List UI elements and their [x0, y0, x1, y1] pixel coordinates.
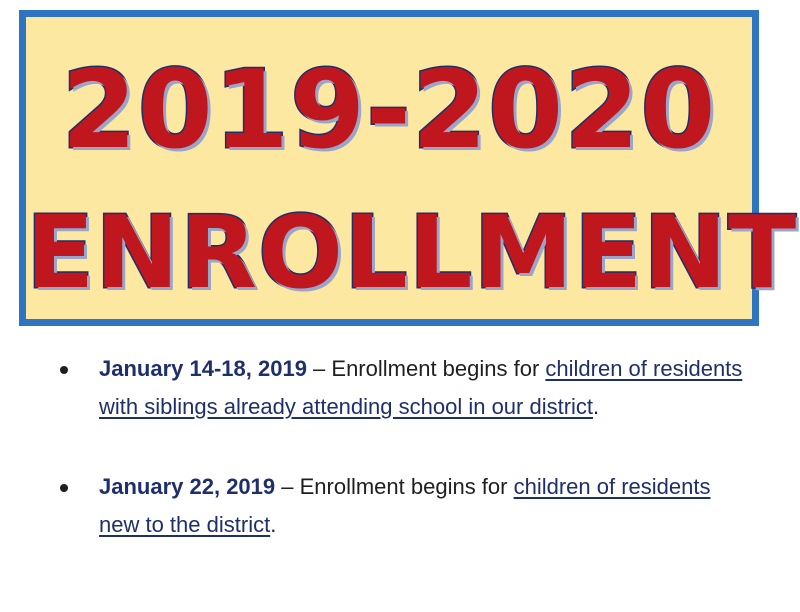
list-item	[55, 350, 755, 426]
list-item	[55, 468, 755, 544]
bullet-icon	[60, 366, 68, 374]
item-link[interactable]: children of residents new to the district	[99, 474, 711, 537]
bullet-icon	[60, 484, 68, 492]
item-end: .	[270, 512, 277, 537]
enrollment-dates-list	[55, 350, 755, 544]
item-date: January 22, 2019	[99, 474, 276, 499]
item-text: – Enrollment begins for	[275, 474, 514, 499]
item-text: – Enrollment begins for	[306, 356, 546, 381]
enrollment-banner	[19, 10, 798, 326]
banner-enrollment-heading: ENROLLMENT	[26, 194, 798, 311]
item-end: .	[593, 394, 600, 419]
banner-year-heading: 2019-2020	[61, 48, 717, 173]
item-date: January 14-18, 2019	[99, 356, 307, 381]
item-link[interactable]: children of residents with siblings already attending school in our district	[99, 356, 743, 419]
